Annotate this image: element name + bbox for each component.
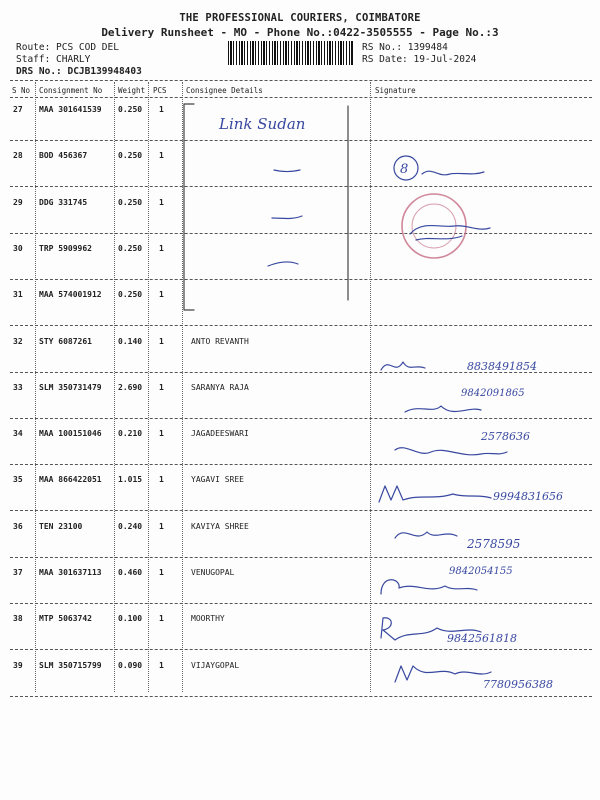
weight-value: 0.210 (118, 429, 143, 438)
weight-value: 0.250 (118, 151, 143, 160)
consignment-number: TRP 5909962 (39, 244, 92, 253)
consignee-name: VENUGOPAL (191, 568, 235, 577)
column-header-consignment: Consignment No (39, 86, 103, 95)
pcs-value: 1 (159, 198, 164, 207)
weight-value: 0.460 (118, 568, 143, 577)
pcs-value: 1 (159, 151, 164, 160)
svg-text:2578636: 2578636 (481, 430, 530, 443)
weight-value: 0.250 (118, 198, 143, 207)
column-divider (35, 82, 36, 692)
row-sno: 39 (13, 661, 23, 670)
column-header-signature: Signature (375, 86, 416, 95)
svg-text:8: 8 (400, 162, 409, 177)
divider (10, 97, 592, 98)
weight-value: 0.250 (118, 105, 143, 114)
weight-value: 1.015 (118, 475, 143, 484)
consignment-number: MAA 866422051 (39, 475, 102, 484)
weight-value: 0.090 (118, 661, 143, 670)
column-divider (370, 82, 371, 692)
pcs-value: 1 (159, 475, 164, 484)
consignment-number: STY 6087261 (39, 337, 92, 346)
consignment-number: SLM 350715799 (39, 661, 102, 670)
pcs-value: 1 (159, 522, 164, 531)
row-divider (10, 325, 592, 326)
svg-text:9842054155: 9842054155 (449, 566, 513, 577)
row-sno: 29 (13, 198, 23, 207)
consignment-number: MAA 301637113 (39, 568, 102, 577)
row-sno: 28 (13, 151, 23, 160)
pcs-value: 1 (159, 568, 164, 577)
weight-value: 2.690 (118, 383, 143, 392)
pcs-value: 1 (159, 429, 164, 438)
consignment-number: BOD 456367 (39, 151, 88, 160)
svg-text:9994831656: 9994831656 (493, 490, 563, 503)
consignee-name: JAGADEESWARI (191, 429, 249, 438)
svg-text:2578595: 2578595 (467, 537, 521, 551)
column-header-consignee: Consignee Details (186, 86, 263, 95)
pcs-value: 1 (159, 383, 164, 392)
pcs-value: 1 (159, 337, 164, 346)
rs-date: RS Date: 19-Jul-2024 (362, 54, 477, 65)
pcs-value: 1 (159, 244, 164, 253)
consignment-number: SLM 350731479 (39, 383, 102, 392)
pcs-value: 1 (159, 105, 164, 114)
consignee-name: VIJAYGOPAL (191, 661, 240, 670)
signature-stamp-area (380, 148, 500, 278)
consignee-name: ANTO REVANTH (191, 337, 249, 346)
consignee-name: SARANYA RAJA (191, 383, 249, 392)
consignment-number: TEN 23100 (39, 522, 83, 531)
row-sno: 32 (13, 337, 23, 346)
staff-label: Staff: CHARLY (16, 54, 91, 65)
svg-text:Link Sudan: Link Sudan (219, 115, 306, 133)
consignment-number: MAA 100151046 (39, 429, 102, 438)
consignment-number: MTP 5063742 (39, 614, 92, 623)
route-label: Route: PCS COD DEL (16, 42, 119, 53)
pcs-value: 1 (159, 614, 164, 623)
divider (10, 80, 592, 81)
weight-value: 0.250 (118, 244, 143, 253)
weight-value: 0.100 (118, 614, 143, 623)
drs-number: DRS No.: DCJB139948403 (16, 66, 142, 77)
column-divider (114, 82, 115, 692)
column-header-pcs: PCS (153, 86, 167, 95)
row-sno: 31 (13, 290, 23, 299)
row-sno: 38 (13, 614, 23, 623)
consignee-name: MOORTHY (191, 614, 225, 623)
page-subtitle: Delivery Runsheet - MO - Phone No.:0422-3505555 - Page No.:3 (101, 26, 499, 39)
consignee-name: YAGAVI SREE (191, 475, 244, 484)
row-sno: 33 (13, 383, 23, 392)
column-header-weight: Weight (118, 86, 146, 95)
weight-value: 0.140 (118, 337, 143, 346)
weight-value: 0.240 (118, 522, 143, 531)
svg-text:8838491854: 8838491854 (467, 360, 537, 373)
row-sno: 27 (13, 105, 23, 114)
rs-number: RS No.: 1399484 (362, 42, 448, 53)
row-sno: 34 (13, 429, 23, 438)
row-sno: 37 (13, 568, 23, 577)
svg-text:7780956388: 7780956388 (483, 678, 553, 691)
barcode (228, 41, 354, 65)
page-title: THE PROFESSIONAL COURIERS, COIMBATORE (179, 12, 421, 24)
consignee-name: KAVIYA SHREE (191, 522, 249, 531)
consignment-number: MAA 574001912 (39, 290, 102, 299)
row-sno: 30 (13, 244, 23, 253)
consignment-number: MAA 301641539 (39, 105, 102, 114)
consignment-number: DDG 331745 (39, 198, 88, 207)
column-header-sno: S No (12, 86, 31, 95)
svg-text:9842091865: 9842091865 (461, 388, 525, 399)
row-sno: 35 (13, 475, 23, 484)
pcs-value: 1 (159, 661, 164, 670)
pcs-value: 1 (159, 290, 164, 299)
handwritten-note (215, 112, 365, 136)
svg-text:9842561818: 9842561818 (447, 632, 517, 645)
signature-column (375, 348, 590, 698)
column-divider (148, 82, 149, 692)
weight-value: 0.250 (118, 290, 143, 299)
row-sno: 36 (13, 522, 23, 531)
